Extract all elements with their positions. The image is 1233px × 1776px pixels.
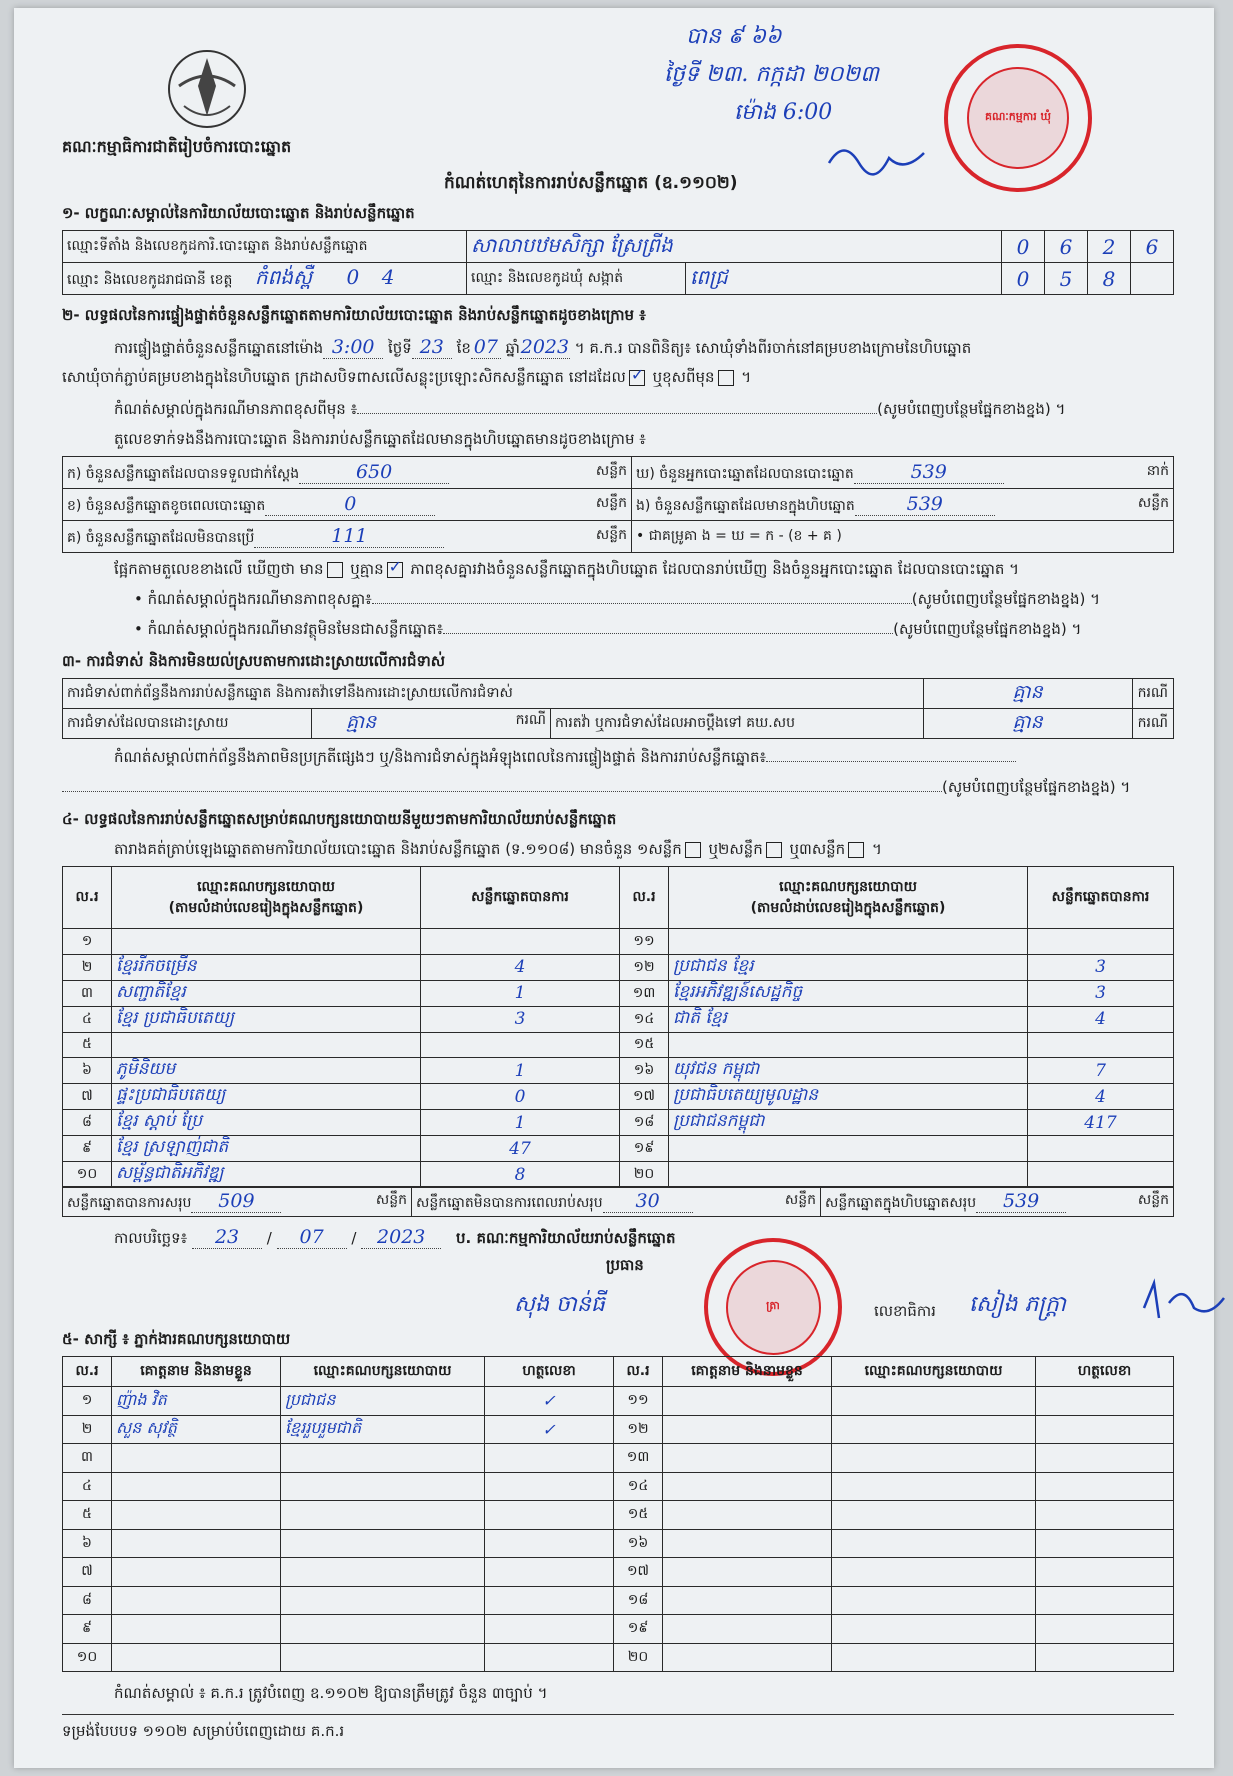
figures-row: ខ) ចំនួនសន្លឹកឆ្នោតខូចពេលបោះឆ្នោត 0 សន្លឹក ង) ចំនួនសន្លឹកឆ្នោតដែលមានក្នុងហិបឆ្នោត 539 សន្លឹក [63, 489, 1174, 521]
result-votes: 3 [1028, 954, 1174, 980]
witness-no: ១៥ [614, 1501, 663, 1530]
official-stamp-bottom: ត្រា [704, 1238, 842, 1376]
result-votes [421, 929, 620, 955]
witness-no: ២ [63, 1415, 112, 1444]
resolved-value: គ្មាន ករណី [312, 709, 551, 739]
province-code-1: 0 [346, 264, 360, 289]
results-row [63, 1058, 1174, 1084]
witness-name [112, 1643, 281, 1672]
result-votes: 0 [421, 1084, 620, 1110]
result-party: ប្រជាជនកម្ពុជា [669, 1110, 1028, 1136]
result-no: ១៨ [620, 1110, 669, 1136]
witness-no: ១១ [614, 1387, 663, 1416]
witness-row [63, 1529, 1174, 1558]
result-party: ផ្ទះប្រជាធិបតេយ្យ [112, 1084, 421, 1110]
result-party: ខ្មែរអភិវឌ្ឍន៍សេដ្ឋកិច្ច [669, 980, 1028, 1006]
official-stamp-top: គណៈកម្មការ ឃុំ [944, 44, 1092, 192]
witness-signature [485, 1643, 614, 1672]
witness-no: ១៣ [614, 1444, 663, 1473]
witness-party [281, 1472, 485, 1501]
witness-name [112, 1472, 281, 1501]
complaints-label: ការជំទាស់ពាក់ព័ន្ធនឹងការរាប់សន្លឹកឆ្នោត និងការតវ៉ាទៅនឹងការដោះស្រាយលើការជំទាស់ [63, 679, 924, 709]
result-party: ជាតិ ខ្មែរ [669, 1006, 1028, 1032]
secretary-signature-mark-icon [1139, 1278, 1229, 1328]
witness-party: ខ្មែររួបរួមជាតិ [281, 1415, 485, 1444]
result-votes: 1 [421, 1058, 620, 1084]
complaints-table: ការជំទាស់ពាក់ព័ន្ធនឹងការរាប់សន្លឹកឆ្នោត និងការតវ៉ាទៅនឹងការដោះស្រាយលើការជំទាស់ គ្មាន ករណី ការជំទាស់ដែលបានដោះស្រាយ គ្មាន ករណី ការតវ៉ា ឬការជំទាស់ដែលអាចប្ដឹងទៅ គឃ.សប គ្មាន ករណី [62, 678, 1174, 739]
witness-row [63, 1615, 1174, 1644]
footnote: កំណត់សម្គាល់ ៖ គ.ក.រ ត្រូវបំពេញ ឧ.១១០២ ឱ្យបានត្រឹមត្រូវ ចំនួន ៣ច្បាប់ ។ [114, 1684, 548, 1702]
commune-value: ពេជ្រ [686, 263, 1002, 295]
witness-row [63, 1387, 1174, 1416]
location-value: សាលាបឋមសិក្សា ស្រែព្រីង [467, 231, 1002, 263]
party-header: ឈ្មោះគណបក្សនយោបាយ (តាមលំដាប់លេខរៀងក្នុងសន្លឹកឆ្នោត) [112, 867, 421, 929]
witness-party [832, 1529, 1036, 1558]
witness-signature [485, 1472, 614, 1501]
footer-divider [62, 1714, 1174, 1715]
result-party [669, 1032, 1028, 1058]
note-discrepancy: • កំណត់សម្គាល់ក្នុងករណីមានភាពខុសគ្នា៖ (សូមបំពេញបន្ថែមផ្នែកខាងខ្នង) ។ [134, 590, 1100, 608]
witness-row [63, 1586, 1174, 1615]
witness-no: ១៩ [614, 1615, 663, 1644]
witness-signature [1036, 1615, 1174, 1644]
witness-row [63, 1472, 1174, 1501]
section2-title: ២- លទ្ធផលនៃការផ្ទៀងផ្ទាត់ចំនួនសន្លឹកឆ្នោតតាមការិយាល័យបោះឆ្នោត និងរាប់សន្លឹកឆ្នោតដូចខាងក្រោម ៖ [62, 306, 646, 324]
seal-line: សោឃុំចាក់ភ្ជាប់គម្របខាងក្នុងនៃហិបឆ្នោត ក្រដាសបិទពាសលើសន្លុះប្រឡោះសិកសន្លឹកឆ្នោត នៅដដែល ✓ ឬខុសពីមុន ។ [62, 364, 752, 386]
result-party: សម្ព័ន្ធជាតិអភិវឌ្ឍ [112, 1162, 421, 1188]
received-signature-icon [824, 133, 934, 183]
witness-name [663, 1415, 832, 1444]
witness-signature [485, 1529, 614, 1558]
witness-signature [485, 1444, 614, 1473]
witness-no: ៧ [63, 1558, 112, 1587]
result-party [669, 1162, 1028, 1188]
witness-party [281, 1558, 485, 1587]
witness-row [63, 1444, 1174, 1473]
witness-name [663, 1472, 832, 1501]
result-party: ខ្មែរ ប្រជាធិបតេយ្យ [112, 1006, 421, 1032]
witness-name: សួន សុវត្ថិ [112, 1415, 281, 1444]
result-no: ១៤ [620, 1006, 669, 1032]
result-votes: 4 [1028, 1006, 1174, 1032]
result-party: យុវជន កម្ពុជា [669, 1058, 1028, 1084]
results-row [63, 1136, 1174, 1162]
witness-party [281, 1444, 485, 1473]
province-value: កំពង់ស្ពឺ [254, 264, 313, 289]
location-code-1: 0 [1002, 231, 1045, 263]
witness-no: ៤ [63, 1472, 112, 1501]
result-votes: 1 [421, 980, 620, 1006]
witness-row [63, 1501, 1174, 1530]
result-no: ១០ [63, 1162, 112, 1188]
result-votes: 8 [421, 1162, 620, 1188]
witness-no: ១ [63, 1387, 112, 1416]
results-row [63, 954, 1174, 980]
results-totals: សន្លឹកឆ្នោតបានការសរុប 509 សន្លឹក សន្លឹកឆ្នោតមិនបានការពេលរាប់សរុប 30 សន្លឹក សន្លឹកឆ្នោតក្នុងហិបឆ្នោតសរុប 539 សន្លឹក [62, 1186, 1174, 1217]
witness-name [112, 1444, 281, 1473]
result-votes [1028, 929, 1174, 955]
tally-1-checkbox[interactable] [685, 842, 701, 858]
ballots-unused: 111 [254, 525, 444, 548]
witness-signature [1036, 1387, 1174, 1416]
location-code-2: 6 [1045, 231, 1088, 263]
results-row [63, 1084, 1174, 1110]
witness-signature [485, 1501, 614, 1530]
witness-name [663, 1643, 832, 1672]
form-title: កំណត់ហេតុនៃការរាប់សន្លឹកឆ្នោត (ឧ.១១០២) [444, 173, 738, 193]
witness-name [663, 1615, 832, 1644]
result-party: សញ្ជាតិខ្មែរ [112, 980, 421, 1006]
witness-party [832, 1586, 1036, 1615]
province-code-2: 4 [381, 264, 395, 289]
changed-checkbox[interactable] [718, 370, 734, 386]
result-no: ៨ [63, 1110, 112, 1136]
appeal-value: គ្មាន [923, 709, 1132, 739]
appeal-label: ការតវ៉ា ឬការជំទាស់ដែលអាចប្ដឹងទៅ គឃ.សប [551, 709, 924, 739]
witness-party [832, 1387, 1036, 1416]
witness-party [832, 1444, 1036, 1473]
complaints-value: គ្មាន [923, 679, 1132, 709]
result-votes: 1 [421, 1110, 620, 1136]
result-votes [1028, 1136, 1174, 1162]
witness-no: ១៧ [614, 1558, 663, 1587]
verify-month: 07 [471, 336, 501, 359]
unchanged-checkbox[interactable]: ✓ [630, 364, 645, 384]
witness-no: ៣ [63, 1444, 112, 1473]
witness-signature [1036, 1415, 1174, 1444]
commune-code-2: 5 [1045, 263, 1088, 295]
section1-title: ១- លក្ខណៈសម្គាល់នៃការិយាល័យបោះឆ្នោត និងរាប់សន្លឹកឆ្នោត [62, 204, 415, 222]
result-no: ១៩ [620, 1136, 669, 1162]
result-party: ភូមិនិយម [112, 1058, 421, 1084]
voters-voted: 539 [854, 461, 1004, 484]
witness-signature [485, 1558, 614, 1587]
witness-name [112, 1558, 281, 1587]
results-row [63, 929, 1174, 955]
witness-party [281, 1586, 485, 1615]
result-votes: 3 [421, 1006, 620, 1032]
result-party: ខ្មែរ ស្រឡាញ់ជាតិ [112, 1136, 421, 1162]
results-row [63, 1162, 1174, 1188]
received-number: បាន ៩ ៦៦ [686, 24, 782, 49]
witness-party [832, 1415, 1036, 1444]
ballots-received: 650 [299, 461, 449, 484]
figures-row: គ) ចំនួនសន្លឹកឆ្នោតដែលមិនបានប្រើ 111 សន្លឹក • ជាគម្រូគា ង = ឃ = ក - (ខ + គ ) [63, 521, 1174, 553]
verify-year: 2023 [520, 336, 570, 358]
ballots-spoiled: 0 [265, 493, 435, 516]
witness-signature [1036, 1529, 1174, 1558]
result-no: ១៥ [620, 1032, 669, 1058]
result-no: ២ [63, 954, 112, 980]
section3-title: ៣- ការជំទាស់ និងការមិនយល់ស្របតាមការដោះស្រាយលើការជំទាស់ [62, 652, 446, 670]
result-votes [1028, 1162, 1174, 1188]
witness-no: ៩ [63, 1615, 112, 1644]
witness-no: ១៤ [614, 1472, 663, 1501]
witness-no: ៦ [63, 1529, 112, 1558]
irregularity-note-line2: (សូមបំពេញបន្ថែមផ្នែកខាងខ្នង) ។ [62, 778, 1130, 800]
witness-name [112, 1586, 281, 1615]
witness-party [832, 1615, 1036, 1644]
org-name: គណៈកម្មាធិការជាតិរៀបចំការបោះឆ្នោត [62, 137, 292, 156]
witness-table: ល.រ គោត្តនាម និងនាមខ្លួន ឈ្មោះគណបក្សនយោបាយ ហត្ថលេខា ល.រ គោត្តនាម និងនាមខ្លួន ឈ្មោះគណបក្សនយោបាយ ហត្ថលេខា ១ ញ៉ាង វិត ប្រជាជន ✓ ១១ ២ សួន សុវត្ថិ ខ្មែររួបរួមជាតិ ✓ ១២ ៣ ១៣ ៤ ១៤ ៥ ១៥ ៦ ១៦ ៧ ១៧ ៨ ១៨ ៩ ១៩ ១០ ២០ [62, 1356, 1174, 1672]
witness-party [832, 1558, 1036, 1587]
witness-signature [485, 1586, 614, 1615]
received-time: ម៉ោង 6:00 [734, 100, 833, 125]
result-party [669, 929, 1028, 955]
secretary-label: លេខាធិការ [874, 1302, 936, 1320]
witness-no: ១៨ [614, 1586, 663, 1615]
result-no: ៦ [63, 1058, 112, 1084]
witness-name [663, 1558, 832, 1587]
results-row [63, 1006, 1174, 1032]
witness-party: ប្រជាជន [281, 1387, 485, 1416]
witness-name [112, 1615, 281, 1644]
province-label: ឈ្មោះ និងលេខកូដរាជធានី ខេត្ត កំពង់ស្ពឺ 0 4 [63, 263, 467, 295]
witness-no: ១៦ [614, 1529, 663, 1558]
nec-logo-icon [164, 46, 250, 132]
verify-day: 23 [412, 336, 452, 359]
section1-table [62, 230, 1174, 295]
received-date: ថ្ងៃទី ២៣. កក្កដា ២០២៣ [664, 62, 879, 87]
result-votes [1028, 1032, 1174, 1058]
witness-no: ២០ [614, 1643, 663, 1672]
witness-signature [1036, 1643, 1174, 1672]
witness-signature: ✓ [485, 1387, 614, 1416]
witness-party [281, 1529, 485, 1558]
witness-name [112, 1529, 281, 1558]
witness-signature [1036, 1501, 1174, 1530]
witness-name [663, 1586, 832, 1615]
result-no: ១៣ [620, 980, 669, 1006]
witness-row [63, 1558, 1174, 1587]
witness-row [63, 1415, 1174, 1444]
result-no: ២០ [620, 1162, 669, 1188]
witness-no: ១០ [63, 1643, 112, 1672]
result-votes: 4 [421, 954, 620, 980]
discrepancy-no-checkbox[interactable]: ✓ [388, 556, 403, 576]
witness-name [663, 1501, 832, 1530]
irregularity-note: កំណត់សម្គាល់ពាក់ព័ន្ធនឹងភាពមិនប្រក្រតីផ្សេងៗ ឬ/និងការជំទាស់ក្នុងអំឡុងពេលនៃការផ្ទៀងផ្ទាត់ និងការរាប់សន្លឹកឆ្នោត៖ [114, 748, 1016, 770]
section5-title: ៥- សាក្សី ៖ ភ្នាក់ងារគណបក្សនយោបាយ [62, 1330, 291, 1348]
result-no: ៤ [63, 1006, 112, 1032]
result-no: ១៦ [620, 1058, 669, 1084]
result-no: ៣ [63, 980, 112, 1006]
formula: • ជាគម្រូគា ង = ឃ = ក - (ខ + គ ) [632, 521, 1174, 553]
discrepancy-line: ផ្អែកតាមតួលេខខាងលើ ឃើញថា មាន ឬគ្មាន ✓ ភាពខុសគ្នារវាងចំនួនសន្លឹកឆ្នោតក្នុងហិបឆ្នោត ដែលបានរាប់ឃើញ និងចំនួនអ្នកបោះឆ្នោត ដែលបានបោះឆ្នោត ។ [114, 556, 1020, 578]
location-code-3: 2 [1088, 231, 1131, 263]
result-party: ខ្មែរ ស្ដាប់ ប្រែ [112, 1110, 421, 1136]
result-votes [421, 1032, 620, 1058]
witness-signature [1036, 1444, 1174, 1473]
witness-name: ញ៉ាង វិត [112, 1387, 281, 1416]
result-no: ៥ [63, 1032, 112, 1058]
figures-table [62, 456, 1174, 553]
result-party: ខ្មែររីកចម្រើន [112, 954, 421, 980]
witness-party [281, 1501, 485, 1530]
commune-code-3: 8 [1088, 263, 1131, 295]
witness-signature [1036, 1558, 1174, 1587]
result-votes: 3 [1028, 980, 1174, 1006]
result-votes: 47 [421, 1136, 620, 1162]
chair-signature: សុង ចាន់ធី [514, 1292, 605, 1317]
discrepancy-yes-checkbox[interactable] [327, 562, 343, 578]
result-party: ប្រជាធិបតេយ្យមូលដ្ឋាន [669, 1084, 1028, 1110]
total-valid: 509 [191, 1190, 281, 1213]
location-label: ឈ្មោះទីតាំង និងលេខកូដការិ.បោះឆ្នោត និងរាប់សន្លឹកឆ្នោត [63, 231, 467, 263]
result-no: ៩ [63, 1136, 112, 1162]
witness-no: ៨ [63, 1586, 112, 1615]
commune-code-1: 0 [1002, 263, 1045, 295]
witness-row [63, 1643, 1174, 1672]
witness-name [663, 1444, 832, 1473]
witness-party [832, 1472, 1036, 1501]
figures-intro: តួលេខទាក់ទងនឹងការបោះឆ្នោត និងការរាប់សន្លឹកឆ្នោតដែលមានក្នុងហិបឆ្នោតមានដូចខាងក្រោម ៖ [114, 430, 646, 448]
result-no: ១៧ [620, 1084, 669, 1110]
tally-3-checkbox[interactable] [848, 842, 864, 858]
form-sheet [14, 8, 1214, 1768]
result-votes: 417 [1028, 1110, 1174, 1136]
result-votes: 4 [1028, 1084, 1174, 1110]
witness-party [832, 1643, 1036, 1672]
total-invalid: 30 [603, 1190, 693, 1213]
footer-text: ទម្រង់បែបបទ ១១០២ សម្រាប់បំពេញដោយ គ.ក.រ [62, 1722, 345, 1740]
result-no: ១២ [620, 954, 669, 980]
ballots-in-box: 539 [855, 493, 995, 516]
results-row [63, 980, 1174, 1006]
witness-party [281, 1643, 485, 1672]
signing-date: កាលបរិច្ឆេទ៖ 23 / 07 / 2023 ប. គណៈកម្មការិយាល័យរាប់សន្លឹកឆ្នោត [114, 1226, 676, 1248]
tally-sheet-line: តារាងគត់ត្រាប់ឡេងឆ្នោតតាមការិយាល័យបោះឆ្នោត និងរាប់សន្លឹកឆ្នោត (ទ.១១០៨) មានចំនួន ១សន្លឹក ឬ២សន្លឹក ឬ៣សន្លឹក ។ [114, 840, 882, 858]
total-in-box: 539 [976, 1190, 1066, 1213]
tally-2-checkbox[interactable] [766, 842, 782, 858]
location-code-4: 6 [1131, 231, 1174, 263]
witness-party [281, 1615, 485, 1644]
witness-no: ១២ [614, 1415, 663, 1444]
verify-time: 3:00 [323, 336, 383, 359]
committee-label: ប. គណៈកម្មការិយាល័យរាប់សន្លឹកឆ្នោត [456, 1229, 676, 1247]
results-row [63, 1032, 1174, 1058]
note-foreign-objects: • កំណត់សម្គាល់ក្នុងករណីមានវត្ថុមិនមែនជាសន្លឹកឆ្នោត៖ (សូមបំពេញបន្ថែមផ្នែកខាងខ្នង) ។ [134, 620, 1082, 638]
results-row [63, 1110, 1174, 1136]
result-party [669, 1136, 1028, 1162]
witness-name [663, 1529, 832, 1558]
resolved-label: ការជំទាស់ដែលបានដោះស្រាយ [63, 709, 312, 739]
witness-signature: ✓ [485, 1415, 614, 1444]
secretary-signature: សៀង ភក្ដ្រា [969, 1292, 1066, 1317]
result-no: ១១ [620, 929, 669, 955]
result-no: ៧ [63, 1084, 112, 1110]
witness-party [832, 1501, 1036, 1530]
verification-line: ការផ្ទៀងផ្ទាត់ចំនួនសន្លឹកឆ្នោតនៅម៉ោង 3:00 ថ្ងៃទី 23 ខែ 07 ឆ្នាំ2023 ។ គ.ក.រ បានពិនិត្យ៖ សោឃុំទាំងពីរចាក់នៅគម្របខាងក្រោមនៃហិបឆ្នោត [114, 336, 972, 358]
section4-title: ៤- លទ្ធផលនៃការរាប់សន្លឹកឆ្នោតសម្រាប់គណបក្សនយោបាយនីមួយៗតាមការិយាល័យរាប់សន្លឹកឆ្នោត [62, 810, 617, 828]
note-changed: កំណត់សម្គាល់ក្នុងករណីមានភាពខុសពីមុន ៖ (សូមបំពេញបន្ថែមផ្នែកខាងខ្នង) ។ [114, 400, 1066, 418]
witness-name [112, 1501, 281, 1530]
figures-row: ក) ចំនួនសន្លឹកឆ្នោតដែលបានទទួលជាក់ស្តែង 650 សន្លឹក ឃ) ចំនួនអ្នកបោះឆ្នោតដែលបានបោះឆ្នោត 539 នាក់ [63, 457, 1174, 489]
witness-signature [1036, 1472, 1174, 1501]
result-no: ១ [63, 929, 112, 955]
result-party [112, 1032, 421, 1058]
commune-label: ឈ្មោះ និងលេខកូដឃុំ សង្កាត់ [467, 263, 686, 295]
witness-signature [485, 1615, 614, 1644]
witness-signature [1036, 1586, 1174, 1615]
party-header-right: ឈ្មោះគណបក្សនយោបាយ (តាមលំដាប់លេខរៀងក្នុងសន្លឹកឆ្នោត) [669, 867, 1028, 929]
result-party: ប្រជាជន ខ្មែរ [669, 954, 1028, 980]
results-table: ល.រ ឈ្មោះគណបក្សនយោបាយ (តាមលំដាប់លេខរៀងក្នុងសន្លឹកឆ្នោត) សន្លឹកឆ្នោតបានការ ល.រ ឈ្មោះគណបក្សនយោបាយ (តាមលំដាប់លេខរៀងក្នុងសន្លឹកឆ្នោត) សន្លឹកឆ្នោតបានការ ១ ១១ ២ ខ្មែររីកចម្រើន 4 ១២ ប្រជាជន ខ្មែរ 3 ៣ សញ្ជាតិខ្មែរ 1 ១៣ ខ្មែរអភិវឌ្ឍន៍សេដ្ឋកិច្ច 3 ៤ ខ្មែរ ប្រជាធិបតេយ្យ 3 ១៤ ជាតិ ខ្មែរ 4 ៥ ១៥ ៦ ភូមិនិយម 1 ១៦ យុវជន កម្ពុជា 7 ៧ ផ្ទះប្រជាធិបតេយ្យ 0 ១៧ ប្រជាធិបតេយ្យមូលដ្ឋាន 4 ៨ ខ្មែរ ស្ដាប់ ប្រែ 1 ១៨ ប្រជាជនកម្ពុជា 417 ៩ ខ្មែរ ស្រឡាញ់ជាតិ 47 ១៩ ១០ សម្ព័ន្ធជាតិអភិវឌ្ឍ 8 ២០ [62, 866, 1174, 1188]
result-party [112, 929, 421, 955]
chair-label: ប្រធាន [606, 1256, 644, 1274]
result-votes: 7 [1028, 1058, 1174, 1084]
witness-no: ៥ [63, 1501, 112, 1530]
witness-name [663, 1387, 832, 1416]
